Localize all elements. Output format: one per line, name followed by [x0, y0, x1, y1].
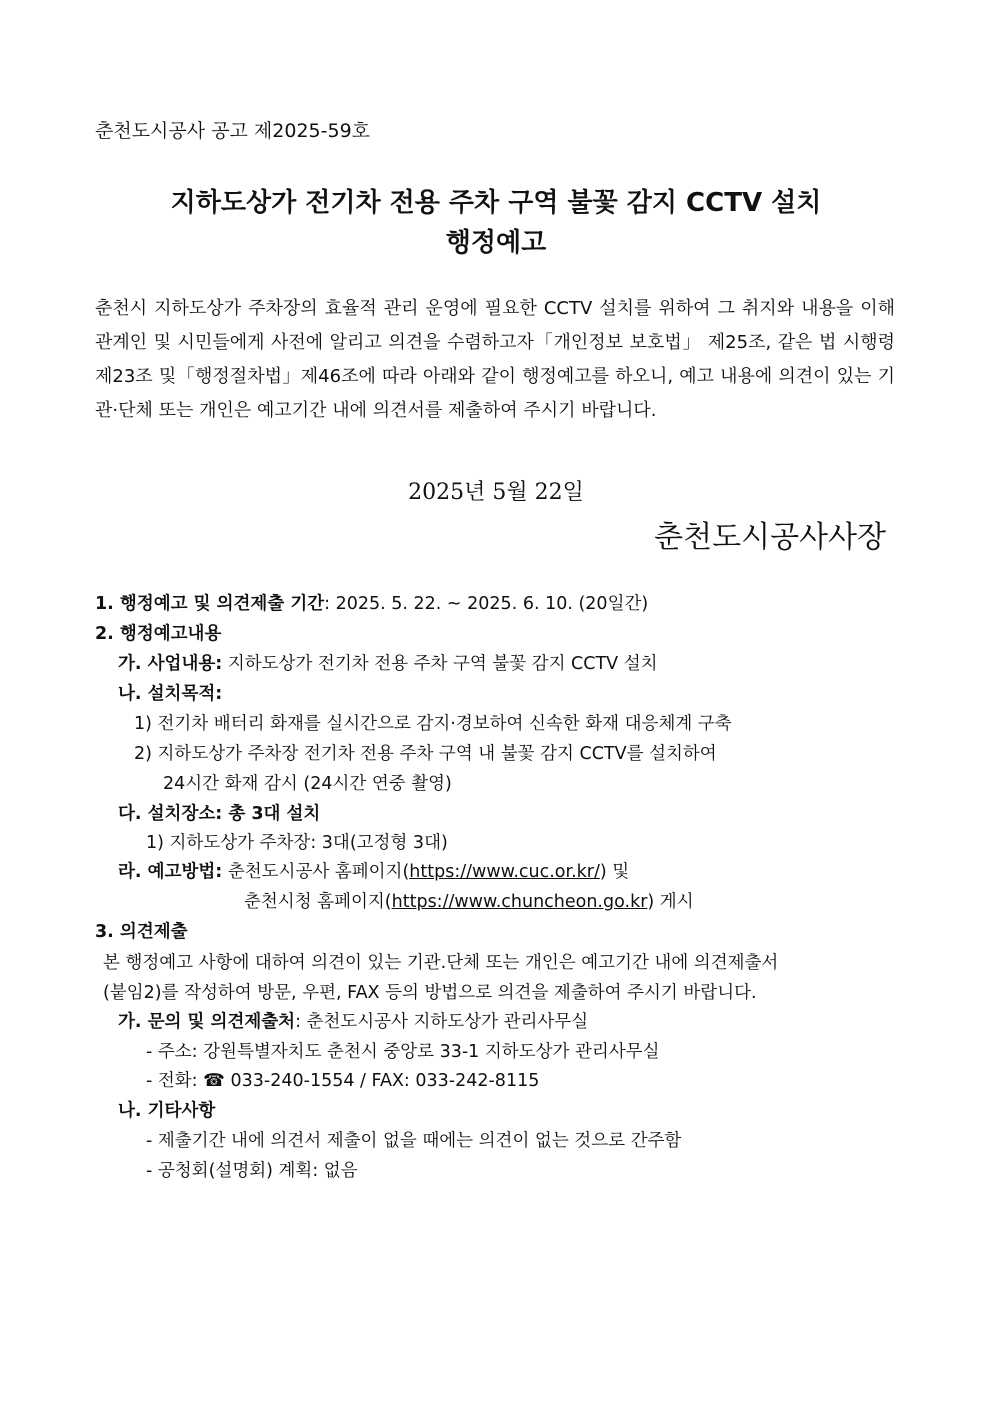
section3-text-line1: 본 행정예고 사항에 대하여 의견이 있는 기관.단체 또는 개인은 예고기간 내에 의견제출서 — [103, 953, 779, 973]
section2-heading: 2. 행정예고내용 — [95, 624, 222, 644]
intro-paragraph — [95, 292, 895, 428]
section3-ga-value: : 춘천도시공사 지하도상가 관리사무실 — [295, 1012, 589, 1032]
section2-ra-post2: ) 게시 — [647, 892, 694, 912]
section2-method — [118, 860, 629, 884]
section2-da-label: 다. 설치장소: 총 3대 설치 — [118, 804, 321, 824]
purpose-item-2-cont: 24시간 화재 감시 (24시간 연중 촬영) — [163, 774, 452, 794]
document-title-line2: 행정예고 — [445, 228, 547, 258]
purpose-item-1: 1) 전기차 배터리 화재를 실시간으로 감지·경보하여 신속한 화재 대응체계 구축 — [134, 714, 732, 734]
section2-ra-label: 라. 예고방법: — [118, 862, 223, 882]
document-title-line1: 지하도상가 전기차 전용 주차 구역 불꽃 감지 CCTV 설치 — [170, 188, 822, 218]
section2-na-label: 나. 설치목적: — [118, 684, 223, 704]
cuc-homepage-link[interactable]: https://www.cuc.or.kr/ — [409, 862, 600, 882]
purpose-item-2: 2) 지하도상가 주차장 전기차 전용 주차 구역 내 불꽃 감지 CCTV를 설치하여 — [134, 744, 717, 764]
section2-ra-pre1: 춘천도시공사 홈페이지( — [222, 862, 410, 882]
contact-phone: - 전화: ☎ 033-240-1554 / FAX: 033-242-8115 — [146, 1071, 540, 1091]
section1-label: 1. 행정예고 및 의견제출 기간 — [95, 594, 325, 614]
section2-ra-post1: ) 및 — [599, 862, 630, 882]
section3-na-label: 나. 기타사항 — [118, 1101, 216, 1121]
section1-period — [95, 592, 648, 616]
etc-item-1: - 제출기간 내에 의견서 제출이 없을 때에는 의견이 없는 것으로 간주함 — [146, 1131, 682, 1151]
section3-heading: 3. 의견제출 — [95, 922, 188, 942]
location-item-1: 1) 지하도상가 주차장: 3대(고정형 3대) — [146, 833, 448, 853]
chuncheon-homepage-link[interactable]: https://www.chuncheon.go.kr — [391, 892, 648, 912]
section3-contact — [118, 1010, 588, 1034]
signature: 춘천도시공사사장 — [654, 520, 886, 555]
section3-text-line2: (붙임2)를 작성하여 방문, 우편, FAX 등의 방법으로 의견을 제출하여 주시기 바랍니다. — [103, 983, 757, 1003]
contact-address: - 주소: 강원특별자치도 춘천시 중앙로 33-1 지하도상가 관리사무실 — [146, 1042, 660, 1062]
notice-number: 춘천도시공사 공고 제2025-59호 — [95, 120, 371, 142]
section2-ga-label: 가. 사업내용: — [118, 654, 223, 674]
section2-method-cont — [244, 890, 694, 914]
section2-ga-value: 지하도상가 전기차 전용 주차 구역 불꽃 감지 CCTV 설치 — [222, 654, 658, 674]
section3-ga-label: 가. 문의 및 의견제출처 — [118, 1012, 296, 1032]
etc-item-2: - 공청회(설명회) 계획: 없음 — [146, 1161, 358, 1181]
section1-value: : 2025. 5. 22. ~ 2025. 6. 10. (20일간) — [324, 594, 649, 614]
notice-date: 2025년 5월 22일 — [408, 480, 584, 505]
section2-ra-pre2: 춘천시청 홈페이지( — [244, 892, 392, 912]
section2-business — [118, 652, 658, 676]
intro-text: 춘천시 지하도상가 주차장의 효율적 관리 운영에 필요한 CCTV 설치를 위하여 그 취지와 내용을 이해관계인 및 시민들에게 사전에 알리고 의견을 수렴하고자「개인정보 보호법」 제25조, 같은 법 시행령 제23조 및「행정절차법」제46조에 따라 아래와 같이 행정예고를 하오니, 예고 내용에 의견이 있는 기관·단체 또는 개인은 예고기간 내에 의견서를 제출하여 주시기 바랍니다. — [95, 298, 895, 421]
